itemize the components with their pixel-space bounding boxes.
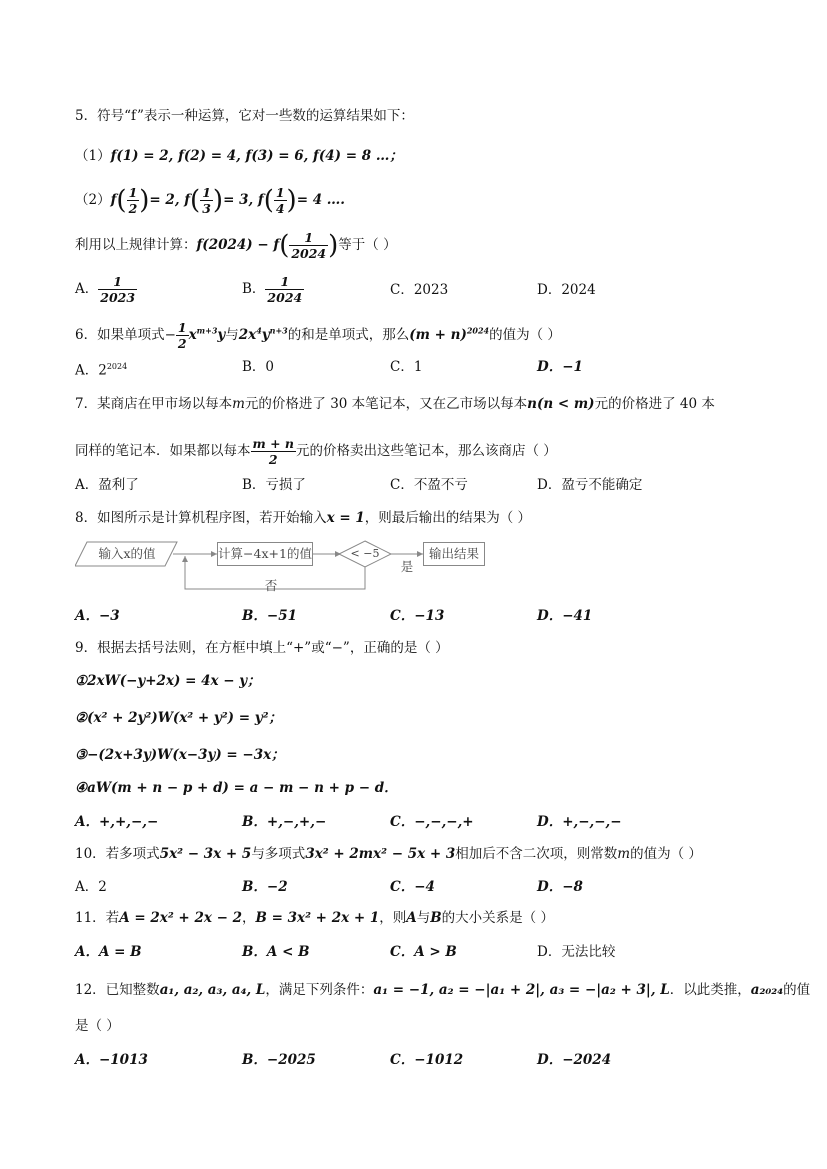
q6-options: [75, 357, 775, 381]
q9-item-4: ④aW(m + n − p + d) = a − m − n + p − d．: [75, 780, 398, 796]
q5-line1: （1）f(1) = 2, f(2) = 4, f(3) = 6, f(4) = 8 …；: [75, 148, 403, 164]
flow-condition-label: < −5: [350, 547, 380, 560]
q5-option-d: D．2024: [537, 282, 596, 298]
flow-output-box: 输出结果: [423, 542, 485, 566]
q11-option-d: D．无法比较: [537, 944, 616, 960]
q5-stem: 5．符号“f”表示一种运算，它对一些数的运算结果如下：: [75, 108, 414, 124]
flow-yes-label: 是: [400, 559, 414, 574]
q9-item-2: ②(x² + 2y²)W(x² + y²) = y²；: [75, 710, 283, 726]
q9-options: [75, 812, 775, 836]
q8-option-b: B．−51: [242, 608, 298, 624]
q9-option-b: B．+,−,+,−: [242, 814, 327, 830]
q11-option-b: B．A < B: [242, 944, 310, 960]
q8-option-a: A．−3: [75, 608, 120, 624]
q6-stem: 6．如果单项式− $\frac{1}{2}$ $x^{m+3}y$与$2x^4y^{n+3}$的和是单项式，那么$(m + n)^{2024}$的值为（ ）: [75, 320, 561, 351]
q7-line1: 7．某商店在甲市场以每本m元的价格进了 30 本笔记本，又在乙市场以每本n(n < m)元的价格进了 40 本: [75, 396, 715, 412]
q12-option-c: C．−1012: [390, 1052, 464, 1068]
q8-option-d: D．−41: [537, 608, 593, 624]
q5-calc: 利用以上规律计算：f(2024) − f( $\frac{1}{2024}$ )等于（ ）: [75, 230, 397, 261]
q8-stem: 8．如图所示是计算机程序图，若开始输入x = 1，则最后输出的结果为（ ）: [75, 510, 532, 526]
q7-option-c: C．不盈不亏: [390, 477, 468, 493]
q8-option-c: C．−13: [390, 608, 445, 624]
q7-options: [75, 475, 775, 499]
q8-flowchart: [75, 540, 495, 595]
q12-line1: 12．已知整数a₁, a₂, a₃, a₄, L，满足下列条件：a₁ = −1, a₂ = −|a₁ + 2|, a₃ = −|a₂ + 3|, L．以此类推，a₂₀₂₄的值: [75, 982, 811, 998]
q9-option-d: D．+,−,−,−: [537, 814, 622, 830]
q10-options: [75, 877, 775, 901]
q11-options: [75, 942, 775, 966]
q5-option-b: B． $\frac{1}{2024}$: [242, 274, 303, 305]
q11-option-c: C．A > B: [390, 944, 457, 960]
q6-option-b: B．0: [242, 359, 275, 375]
q7-option-b: B．亏损了: [242, 477, 306, 493]
q12-option-a: A．−1013: [75, 1052, 148, 1068]
flow-calc-box: 计算−4x+1的值: [217, 542, 313, 566]
q12-option-b: B．−2025: [242, 1052, 316, 1068]
q7-option-a: A．盈利了: [75, 477, 139, 493]
q7-option-d: D．盈亏不能确定: [537, 477, 643, 493]
q12-option-d: D．−2024: [537, 1052, 612, 1068]
q11-stem: 11．若A = 2x² + 2x − 2，B = 3x² + 2x + 1，则A与B的大小关系是（ ）: [75, 910, 554, 926]
q11-option-a: A．A = B: [75, 944, 142, 960]
q12-line2: 是（ ）: [75, 1018, 120, 1034]
q6-option-d: D．−1: [537, 359, 583, 375]
q10-option-c: C．−4: [390, 879, 435, 895]
q9-stem: 9．根据去括号法则，在方框中填上“+”或“−”，正确的是（ ）: [75, 640, 449, 656]
q9-option-c: C．−,−,−,+: [390, 814, 474, 830]
q6-option-c: C．1: [390, 359, 423, 375]
q5-line2: （2）f( $\frac{1}{2}$ )= 2, f( $\frac{1}{3}$ )= 3, f( $\frac{1}{4}$ )= 4 ….: [75, 185, 346, 216]
q5-option-c: C．2023: [390, 282, 449, 298]
flow-input-label: 输入x的值: [98, 546, 156, 561]
q9-item-3: ③−(2x+3y)W(x−3y) = −3x；: [75, 747, 285, 763]
q10-option-a: A．2: [75, 879, 107, 895]
q7-line2: 同样的笔记本．如果都以每本 $\frac{m + n}{2}$ 元的价格卖出这些笔记本，那么该商店（ ）: [75, 436, 557, 467]
q10-stem: 10．若多项式5x² − 3x + 5与多项式3x² + 2mx² − 5x + 3相加后不含二次项，则常数m的值为（ ）: [75, 846, 702, 862]
q9-option-a: A．+,+,−,−: [75, 814, 159, 830]
q10-option-d: D．−8: [537, 879, 583, 895]
q6-option-a: A．$2^{2024}$: [75, 362, 128, 379]
q10-option-b: B．−2: [242, 879, 288, 895]
q9-item-1: ①2xW(−y+2x) = 4x − y；: [75, 673, 261, 689]
q8-options: [75, 606, 775, 630]
flow-no-label: 否: [264, 578, 278, 593]
q5-options: [75, 274, 775, 305]
q12-options: [75, 1050, 775, 1074]
q5-option-a: A． $\frac{1}{2023}$: [75, 274, 136, 305]
